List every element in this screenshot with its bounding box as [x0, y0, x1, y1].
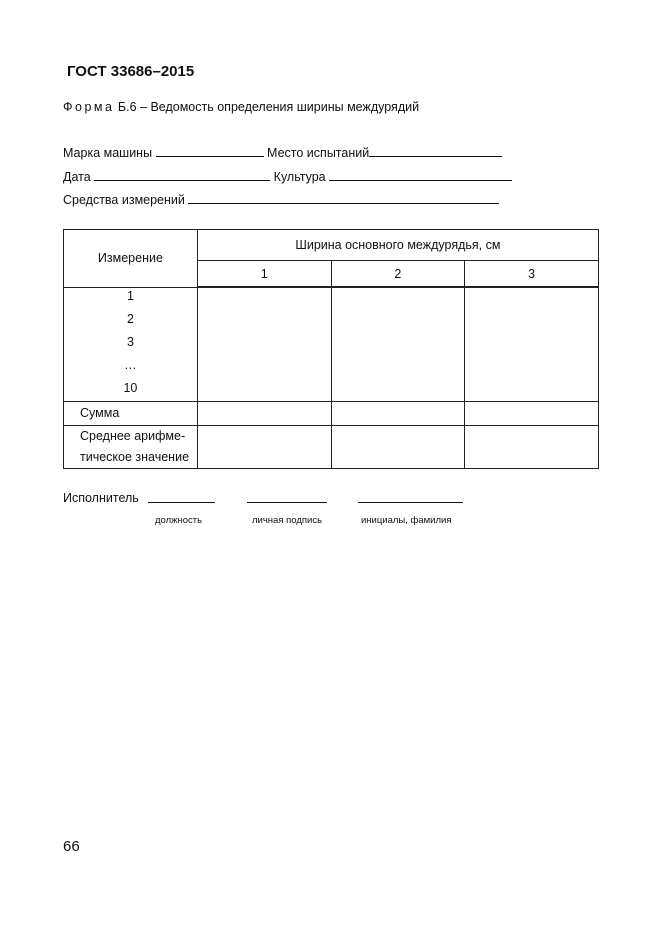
field-row-instruments: [63, 193, 499, 207]
average-label-line: Среднее арифме-: [80, 428, 186, 443]
form-name: Б.6 – Ведомость определения ширины междурядий: [114, 100, 420, 114]
data-cell: [197, 287, 331, 401]
average-label: [64, 425, 198, 468]
table-row: [64, 401, 599, 425]
signature-caption: личная подпись: [252, 515, 323, 526]
measurement-header: Измерение: [64, 230, 198, 288]
form-label: Форма: [63, 100, 115, 114]
table-row: [64, 425, 599, 468]
date-label: Дата: [63, 170, 91, 184]
measurement-number: 2: [126, 311, 134, 326]
sum-label: Сумма: [64, 401, 198, 425]
field-row-machine: [63, 146, 502, 160]
crop-blank: [329, 170, 512, 181]
width-group-header: Ширина основного междурядья, см: [197, 230, 598, 261]
data-cell: [197, 425, 331, 468]
column-header-1: 1: [197, 261, 331, 288]
field-row-date: [63, 170, 512, 184]
machine-brand-blank: [156, 146, 264, 157]
table-row: [64, 287, 599, 401]
form-title: [63, 100, 419, 114]
position-caption: должность: [155, 515, 203, 526]
measurement-number: 3: [126, 334, 134, 349]
data-cell: [465, 287, 599, 401]
measurement-number: 1: [126, 288, 134, 303]
name-blank: [358, 502, 463, 503]
data-cell: [331, 401, 465, 425]
performer-label: Исполнитель: [63, 491, 139, 505]
crop-label: Культура: [273, 170, 326, 184]
data-cell: [465, 401, 599, 425]
measurement-number: 10: [123, 380, 138, 395]
measurement-table: [63, 229, 599, 469]
document-standard-number: ГОСТ 33686–2015: [67, 63, 195, 80]
position-blank: [148, 502, 215, 503]
measurement-numbers-cell: [64, 287, 198, 401]
column-header-2: 2: [331, 261, 465, 288]
machine-brand-label: Марка машины: [63, 146, 153, 160]
page-number: 66: [63, 838, 80, 855]
test-place-label: Место испытаний: [267, 146, 370, 160]
name-caption: инициалы, фамилия: [361, 515, 452, 526]
signature-blank: [247, 502, 327, 503]
data-cell: [331, 425, 465, 468]
measurement-number: …: [124, 357, 137, 372]
table-header-row: [64, 230, 599, 261]
instruments-label: Средства измерений: [63, 193, 185, 207]
data-cell: [465, 425, 599, 468]
test-place-blank: [369, 146, 502, 157]
data-cell: [331, 287, 465, 401]
column-header-3: 3: [465, 261, 599, 288]
average-label-line: тическое значение: [80, 449, 190, 464]
date-blank: [94, 170, 270, 181]
instruments-blank: [188, 193, 499, 204]
data-cell: [197, 401, 331, 425]
